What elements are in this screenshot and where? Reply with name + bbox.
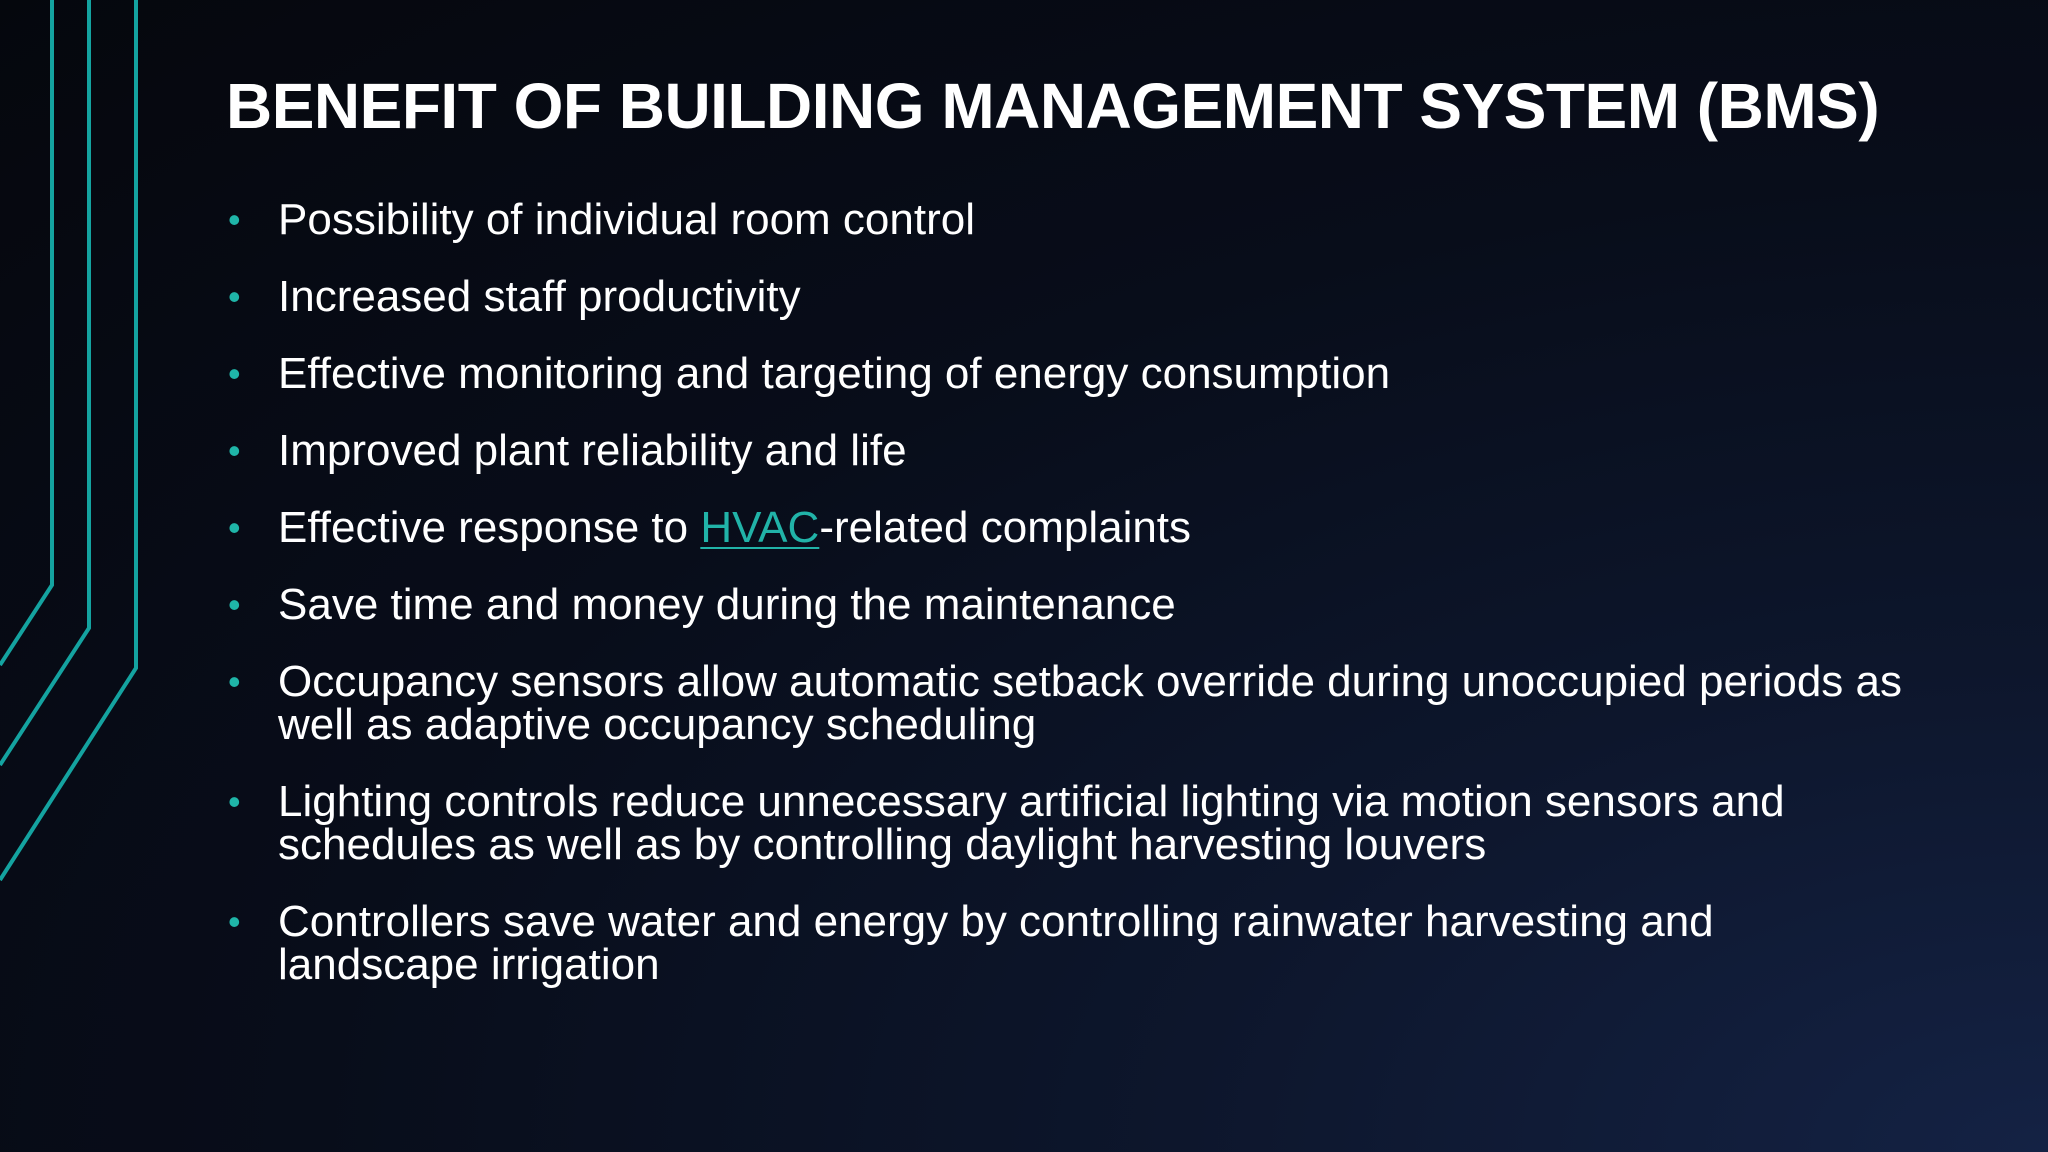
bullet-text: Lighting controls reduce unnecessary artificial lighting via motion sensors and schedules as well as by controlling daylight harvesting louvers — [278, 777, 1785, 869]
bullet-item — [226, 897, 1926, 989]
bullet-item — [226, 272, 1926, 321]
bullet-text-before: Effective response to — [278, 503, 701, 552]
bullet-item — [226, 657, 1926, 749]
bullet-text: Effective monitoring and targeting of energy consumption — [278, 349, 1391, 398]
bullet-text-after: -related complaints — [819, 503, 1192, 552]
decor-line-2 — [0, 0, 89, 765]
bullet-icon: • — [228, 199, 241, 240]
bullet-item — [226, 195, 1926, 244]
bullet-icon: • — [228, 584, 241, 625]
bullet-text: Possibility of individual room control — [278, 195, 975, 244]
bullet-icon: • — [228, 507, 241, 548]
bullet-icon: • — [228, 661, 241, 702]
decor-line-1 — [0, 0, 52, 665]
bullet-item — [226, 580, 1926, 629]
bullet-icon: • — [228, 353, 241, 394]
bullet-text: Increased staff productivity — [278, 272, 801, 321]
bullet-text: Controllers save water and energy by controlling rainwater harvesting and landscape irrigation — [278, 897, 1714, 989]
bullet-item — [226, 777, 1926, 869]
bullet-icon: • — [228, 430, 241, 471]
bullet-icon: • — [228, 901, 241, 942]
slide-content — [226, 0, 2026, 1152]
bullet-list — [226, 195, 1926, 1020]
slide-title: BENEFIT OF BUILDING MANAGEMENT SYSTEM (BMS) — [226, 70, 1880, 142]
bullet-text: Improved plant reliability and life — [278, 426, 907, 475]
bullet-icon: • — [228, 276, 241, 317]
bullet-icon: • — [228, 781, 241, 822]
bullet-item — [226, 349, 1926, 398]
hvac-link[interactable]: HVAC — [700, 503, 820, 552]
bullet-text: Occupancy sensors allow automatic setback override during unoccupied periods as well as adaptive occupancy scheduling — [278, 657, 1902, 749]
bullet-item — [226, 426, 1926, 475]
bullet-text: Save time and money during the maintenance — [278, 580, 1176, 629]
bullet-item — [226, 503, 1926, 552]
decor-line-3 — [0, 0, 136, 880]
decorative-lines — [0, 0, 160, 1152]
